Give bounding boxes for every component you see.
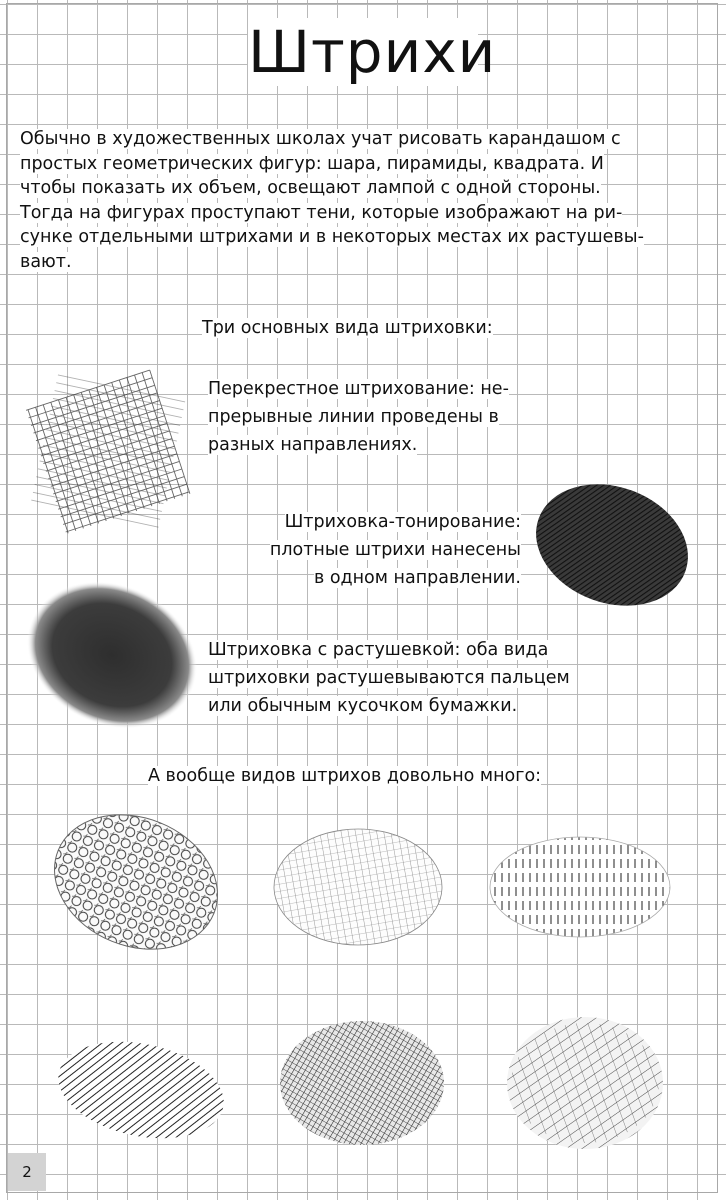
scribble-circles-swatch — [46, 808, 226, 956]
intro-line: Тогда на фигурах проступают тени, которые изображают на ри- — [20, 202, 623, 223]
vertical-dash-swatch — [485, 830, 675, 945]
description-line: или обычным кусочком бумажки. — [208, 696, 518, 716]
diagonal-hatch-swatch — [52, 1035, 230, 1145]
crosshatch-square-swatch — [8, 352, 208, 552]
description-line: Штриховка-тонирование: — [284, 512, 521, 532]
light-crosshatch-swatch — [268, 822, 448, 952]
description-line: Штриховка с растушевкой: оба вида — [208, 640, 549, 660]
blended-description — [208, 636, 570, 720]
tonal-description — [270, 508, 521, 592]
intro-paragraph — [20, 127, 710, 274]
intro-line: чтобы показать их объем, освещают лампой с одной стороны. — [20, 178, 601, 198]
description-line: прерывные линии проведены в — [208, 407, 499, 427]
page-title: Штрихи — [248, 18, 497, 86]
description-line: Перекрестное штрихование: не- — [208, 379, 509, 399]
page-number: 2 — [8, 1153, 46, 1191]
dense-tonal-oval-swatch — [525, 470, 700, 620]
description-line: разных направлениях. — [208, 435, 418, 455]
intro-line: сунке отдельными штрихами и в некоторых местах их растушевы- — [20, 227, 644, 247]
intro-line: вают. — [20, 251, 72, 272]
random-hatch-swatch — [500, 1008, 670, 1158]
description-line: плотные штрихи нанесены — [269, 540, 521, 560]
crosshatch-description — [208, 375, 509, 459]
subheading-main — [202, 318, 493, 338]
description-line: в одном направлении. — [313, 568, 521, 588]
intro-line: простых геометрических фигур: шара, пирамиды, квадрата. И — [20, 153, 604, 174]
subheading-more-text: А вообще видов штрихов довольно много: — [148, 766, 542, 786]
intro-line: Обычно в художественных школах учат рисовать карандашом с — [20, 129, 621, 149]
description-line: штриховки растушевываются пальцем — [208, 668, 570, 688]
subheading-main-text: Три основных вида штриховки: — [202, 318, 493, 338]
blended-oval-swatch — [20, 575, 205, 735]
subheading-more — [148, 766, 541, 786]
dense-crosshatch-swatch — [275, 1012, 450, 1154]
